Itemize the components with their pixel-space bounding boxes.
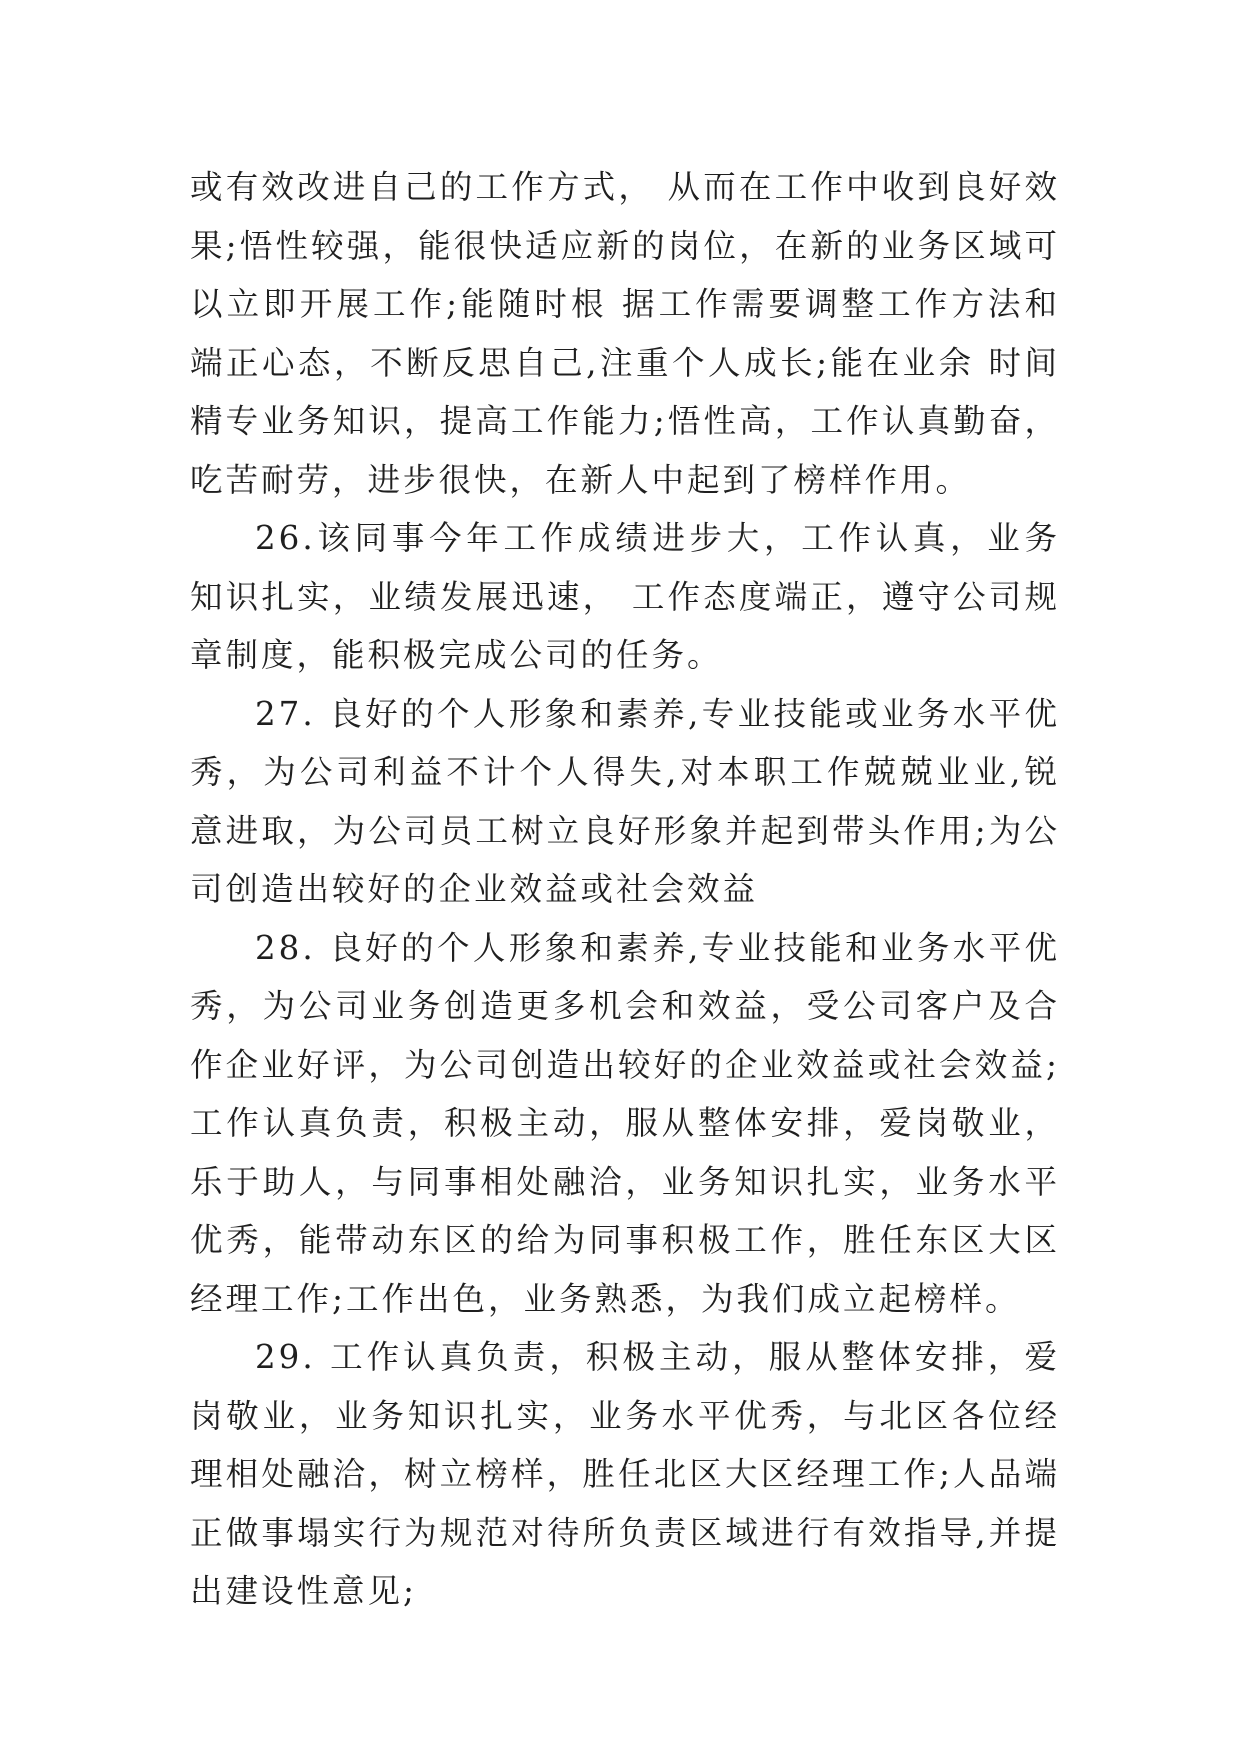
- paragraph-item-27: 27. 良好的个人形象和素养,专业技能或业务水平优秀，为公司利益不计个人得失,对本职工作兢兢业业,锐意进取，为公司员工树立良好形象并起到带头作用;为公司创造出较好的企业效益或社会效益: [190, 694, 1060, 908]
- paragraph-continuation: 或有效改进自己的工作方式， 从而在工作中收到良好效果;悟性较强，能很快适应新的岗位，在新的业务区域可以立即开展工作;能随时根 据工作需要调整工作方法和端正心态，不断反思自己,注重个人成长;能在业余 时间精专业务知识，提高工作能力;悟性高，工作认真勤奋，吃苦耐劳，进步很快，在新人中起到了榜样作用。: [190, 168, 1060, 499]
- document-body: [190, 158, 1060, 1621]
- paragraph-item-29: 29. 工作认真负责，积极主动，服从整体安排，爱岗敬业，业务知识扎实，业务水平优秀，与北区各位经理相处融洽，树立榜样，胜任北区大区经理工作;人品端正做事塌实行为规范对待所负责区域进行有效指导,并提出建设性意见;: [190, 1338, 1060, 1610]
- paragraph-item-26: 26.该同事今年工作成绩进步大，工作认真，业务知识扎实，业绩发展迅速， 工作态度端正，遵守公司规章制度，能积极完成公司的任务。: [190, 519, 1060, 674]
- paragraph-item-28: 28. 良好的个人形象和素养,专业技能和业务水平优秀，为公司业务创造更多机会和效益，受公司客户及合作企业好评，为公司创造出较好的企业效益或社会效益;工作认真负责，积极主动，服从整体安排，爱岗敬业，乐于助人，与同事相处融洽，业务知识扎实，业务水平优秀，能带动东区的给为同事积极工作，胜任东区大区经理工作;工作出色，业务熟悉，为我们成立起榜样。: [190, 928, 1060, 1318]
